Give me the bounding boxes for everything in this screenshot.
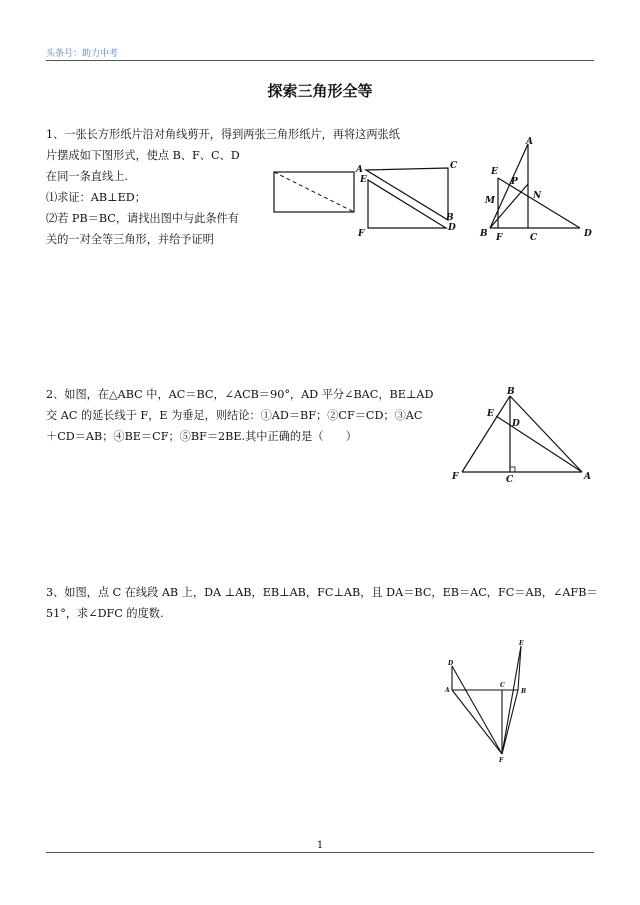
q3-label-E: E xyxy=(519,640,524,647)
q1-right-label-C: C xyxy=(530,233,538,243)
q1-line-5: ⑵若 PB＝BC，请找出图中与此条件有 xyxy=(46,212,239,225)
q2-label-C: C xyxy=(506,475,514,485)
q1-right-label-D: D xyxy=(584,229,592,239)
q1-right-label-B: B xyxy=(480,229,488,239)
q1-right-label-E: E xyxy=(491,167,498,177)
q3-label-B: B xyxy=(521,688,527,695)
footer-rule xyxy=(46,852,594,853)
q2-line-3: ＋CD＝AB；④BE＝CF；⑤BF＝2BE.其中正确的是（ ） xyxy=(46,430,357,443)
q1-mid-label-A: A xyxy=(356,165,363,175)
header-rule xyxy=(46,60,594,61)
q3-figure xyxy=(440,636,540,766)
q1-line-1: 1、一张长方形纸片沿对角线剪开，得到两张三角形纸片，再将这两张纸 xyxy=(46,128,400,141)
page-number: 1 xyxy=(316,840,324,851)
q1-line-6: 关的一对全等三角形，并给予证明 xyxy=(46,233,214,246)
q3-label-A: A xyxy=(445,687,450,694)
q1-line-4: ⑴求证：AB⊥ED； xyxy=(46,191,146,204)
q3-line-1: 3、如图，点 C 在线段 AB 上，DA ⊥AB，EB⊥AB，FC⊥AB，且 DA＝BC，EB＝AC，FC＝AB，∠AFB＝ xyxy=(46,586,598,599)
q1-figure-rectangle xyxy=(270,168,360,218)
q1-line-3: 在同一条直线上. xyxy=(46,170,128,183)
q1-right-label-A: A xyxy=(526,137,533,147)
q2-label-A: A xyxy=(584,472,591,482)
q1-mid-label-E: E xyxy=(360,175,367,185)
header-source: 头条号：助力中考 xyxy=(46,49,119,59)
q1-mid-label-C: C xyxy=(450,161,458,171)
q1-mid-label-F: F xyxy=(358,229,365,239)
q3-label-F: F xyxy=(499,757,504,764)
q3-label-D: D xyxy=(448,660,454,667)
q2-label-B: B xyxy=(507,387,515,397)
q1-right-label-N: N xyxy=(533,191,542,201)
q1-right-label-M: M xyxy=(485,196,495,206)
q1-mid-label-B: B xyxy=(446,213,454,223)
q1-line-2: 片摆成如下图形式，使点 B、F、C、D xyxy=(46,149,240,162)
q3-line-2: 51°，求∠DFC 的度数. xyxy=(46,607,164,620)
question-2 xyxy=(46,384,446,447)
q2-line-2: 交 AC 的延长线于 F，E 为垂足，则结论：①AD＝BF；②CF＝CD；③AC xyxy=(46,409,423,422)
q2-label-F: F xyxy=(452,472,459,482)
q2-line-1: 2、如图，在△ABC 中，AC＝BC，∠ACB＝90°，AD 平分∠BAC，BE⊥AD xyxy=(46,388,434,401)
q1-figure-overlap xyxy=(470,136,600,246)
q1-right-label-P: P xyxy=(511,177,518,187)
q1-right-label-F: F xyxy=(496,233,503,243)
q2-label-E: E xyxy=(487,409,494,419)
question-3 xyxy=(46,582,598,624)
page-title: 探索三角形全等 xyxy=(267,82,373,100)
q1-figure-triangles xyxy=(352,158,462,238)
q2-figure xyxy=(450,384,600,489)
q1-mid-label-D: D xyxy=(448,223,456,233)
question-1 xyxy=(46,124,400,250)
q2-label-D: D xyxy=(512,419,520,429)
q3-label-C: C xyxy=(500,682,505,689)
